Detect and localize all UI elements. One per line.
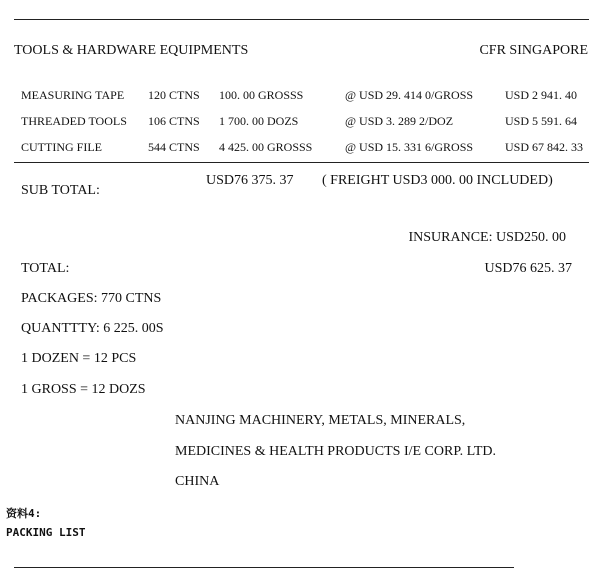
item-cartons: 544 CTNS [148,140,200,154]
item-unit-price: @ USD 29. 414 0/GROSS [345,88,474,102]
dozen-conversion: 1 DOZEN = 12 PCS [21,351,137,366]
total-amount: USD76 625. 37 [484,261,572,276]
gross-conversion: 1 GROSS = 12 DOZS [21,382,146,397]
company-name-line1: NANJING MACHINERY, METALS, MINERALS, [175,413,466,428]
company-name-line2: MEDICINES & HEALTH PRODUCTS I/E CORP. LTD. [175,444,496,459]
item-name: MEASURING TAPE [21,88,125,102]
item-cartons: 120 CTNS [148,88,200,102]
packages-line: PACKAGES: 770 CTNS [21,291,162,306]
item-unit-price: @ USD 3. 289 2/DOZ [345,114,454,128]
subtotal-amount: USD76 375. 37 [206,173,294,188]
header-terms: CFR SINGAPORE [479,43,588,58]
top-rule [14,19,589,20]
packing-list-heading: PACKING LIST [6,526,86,539]
item-unit-price: @ USD 15. 331 6/GROSS [345,140,474,154]
item-amount: USD 2 941. 40 [505,88,578,102]
company-country: CHINA [175,474,220,489]
item-quantity: 100. 00 GROSSS [219,88,304,102]
quantity-line: QUANTTTY: 6 225. 00S [21,321,164,336]
table-rule [14,162,589,163]
material-label: 资料4: [6,507,42,520]
item-amount: USD 5 591. 64 [505,114,578,128]
item-name: THREADED TOOLS [21,114,127,128]
item-quantity: 1 700. 00 DOZS [219,114,299,128]
header-title: TOOLS & HARDWARE EQUIPMENTS [14,43,249,58]
item-amount: USD 67 842. 33 [505,140,584,154]
insurance-amount: INSURANCE: USD250. 00 [408,230,566,245]
freight-note: ( FREIGHT USD3 000. 00 INCLUDED) [322,173,553,188]
item-name: CUTTING FILE [21,140,102,154]
subtotal-label: SUB TOTAL: [21,183,100,198]
item-quantity: 4 425. 00 GROSSS [219,140,313,154]
total-label: TOTAL: [21,261,70,276]
bottom-rule [14,567,514,568]
item-cartons: 106 CTNS [148,114,200,128]
